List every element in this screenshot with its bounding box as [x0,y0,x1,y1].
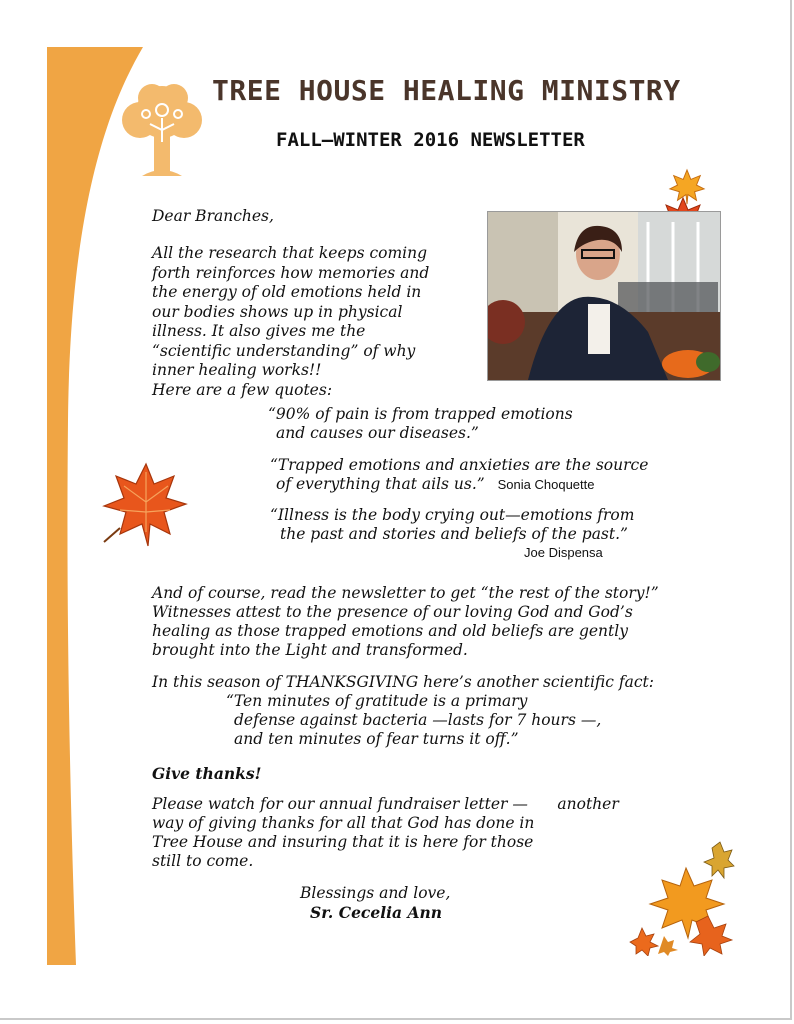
paragraph-3: In this season of THANKSGIVING here’s another scientific fact: [152,673,654,691]
text-line: “scientific understanding” of why [152,341,416,360]
text-line: “Trapped emotions and anxieties are the source [270,456,649,474]
text-line: forth reinforces how memories and [152,263,430,282]
text-line: of everything that ails us.” [276,475,485,493]
signature: Sr. Cecelia Ann [310,903,443,922]
text-line: “Ten minutes of gratitude is a primary [226,692,528,710]
text-line: Please watch for our annual fundraiser letter — another [152,795,619,813]
text-line: way of giving thanks for all that God has done in [152,814,535,832]
text-line: Here are a few quotes: [152,380,333,399]
text-line: the past and stories and beliefs of the past.” [280,525,628,543]
text-line: And of course, read the newsletter to get “the rest of the story!” [152,584,659,602]
text-line: healing as those trapped emotions and old beliefs are gently [152,622,628,640]
closing: Blessings and love, [300,884,451,902]
quote-4 [226,692,601,749]
text-line: Witnesses attest to the presence of our loving God and God’s [152,603,633,621]
text-line: and ten minutes of fear turns it off.” [234,730,519,748]
intro-paragraph [152,244,429,400]
text-line: the energy of old emotions held in [152,283,422,301]
quote-1 [268,405,573,443]
text-line: still to come. [152,852,254,870]
give-thanks: Give thanks! [152,764,262,783]
quote-3 [270,506,634,562]
text-line: “90% of pain is from trapped emotions [268,405,573,423]
text-line: “Illness is the body crying out—emotions from [270,506,635,524]
text-line: and causes our diseases.” [276,424,479,442]
author-photo [487,211,721,381]
tree-house-logo [112,80,212,178]
text-line: defense against bacteria —lasts for 7 hours —, [234,711,602,729]
text-line: illness. It also gives me the [152,322,366,340]
paragraph-4 [152,795,619,871]
text-line: our bodies shows up in physical [152,302,403,321]
maple-leaf-icon [628,838,738,956]
newsletter-subtitle: FALL–WINTER 2016 NEWSLETTER [276,129,585,151]
text-line: Tree House and insuring that it is here for those [152,833,534,851]
quote-author: Sonia Choquette [497,477,595,492]
maple-leaf-icon [100,462,188,548]
text-line: inner healing works!! [152,361,322,379]
quote-author: Joe Dispensa [524,545,603,560]
quote-2 [270,456,648,494]
text-line: brought into the Light and transformed. [152,641,468,659]
salutation: Dear Branches, [152,207,274,225]
paragraph-2 [152,584,659,660]
text-line: All the research that keeps coming [152,244,428,262]
page-title: TREE HOUSE HEALING MINISTRY [212,74,681,107]
